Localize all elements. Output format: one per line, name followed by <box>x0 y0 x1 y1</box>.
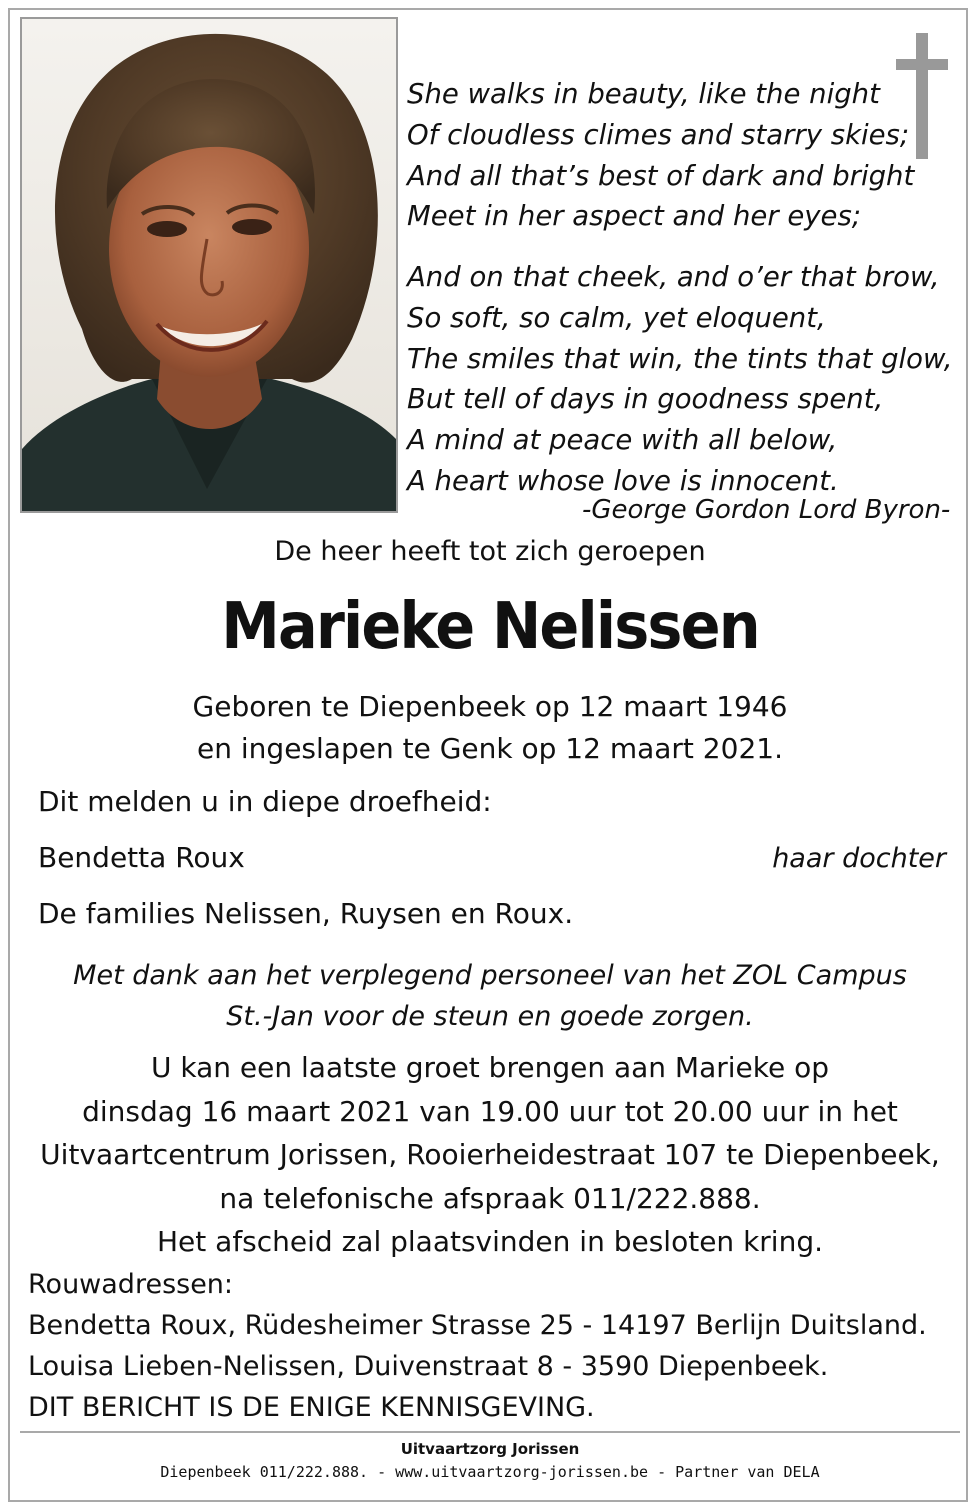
footer-company: Uitvaartzorg Jorissen <box>400 1440 580 1458</box>
closing-notice: DIT BERICHT IS DE ENIGE KENNISGEVING. <box>28 1392 595 1423</box>
poem-line: So soft, so calm, yet eloquent, <box>407 301 826 334</box>
death-line: en ingeslapen te Genk op 12 maart 2021. <box>197 732 783 765</box>
birth-line: Geboren te Diepenbeek op 12 maart 1946 <box>192 690 788 723</box>
poem-author: -George Gordon Lord Byron- <box>582 495 951 525</box>
poem-line: A heart whose love is innocent. <box>407 464 839 497</box>
mourner-relation: haar dochter <box>772 843 946 874</box>
poem-line: A mind at peace with all below, <box>407 424 838 457</box>
thanks-line: Met dank aan het verplegend personeel van het ZOL Campus <box>73 960 907 991</box>
visit-line: Uitvaartcentrum Jorissen, Rooierheidestraat 107 te Diepenbeek, <box>40 1138 940 1171</box>
poem-stanza-1 <box>407 74 914 237</box>
thanks-line: St.-Jan voor de steun en goede zorgen. <box>226 1001 754 1032</box>
visitation-info <box>0 1046 980 1264</box>
footer-divider <box>20 1431 960 1433</box>
visit-line: U kan een laatste groet brengen aan Marieke op <box>150 1051 830 1084</box>
visit-line: na telefonische afspraak 011/222.888. <box>219 1181 761 1215</box>
footer-info: Diepenbeek 011/222.888. - www.uitvaartzorg-jorissen.be - Partner van DELA <box>160 1463 820 1481</box>
poem-line: But tell of days in goodness spent, <box>407 383 884 416</box>
poem-stanza-2 <box>407 257 952 502</box>
poem-line: Meet in her aspect and her eyes; <box>407 200 862 233</box>
poem-line: Of cloudless climes and starry skies; <box>407 118 910 151</box>
portrait-photo <box>20 17 398 513</box>
thanks-text <box>0 955 980 1037</box>
address-line: Louisa Lieben-Nelissen, Duivenstraat 8 - 3590 Diepenbeek. <box>28 1351 829 1382</box>
mourner-name: Bendetta Roux <box>38 841 245 874</box>
deceased-name: Marieke Nelissen <box>221 590 759 664</box>
life-dates <box>0 686 980 770</box>
announce-text: Dit melden u in diepe droefheid: <box>38 785 492 818</box>
poem-line: The smiles that win, the tints that glow, <box>407 342 953 375</box>
families-text: De families Nelissen, Ruysen en Roux. <box>38 897 574 930</box>
poem-line: And all that’s best of dark and bright <box>407 159 915 192</box>
poem-line: She walks in beauty, like the night <box>407 78 880 110</box>
addresses-block <box>28 1264 927 1428</box>
portrait-illustration <box>22 19 396 511</box>
intro-text: De heer heeft tot zich geroepen <box>274 536 706 567</box>
address-line: Bendetta Roux, Rüdesheimer Strasse 25 - 14197 Berlijn Duitsland. <box>28 1310 927 1341</box>
poem-line: And on that cheek, and o’er that brow, <box>407 261 940 293</box>
addresses-label: Rouwadressen: <box>28 1269 234 1300</box>
visit-line: Het afscheid zal plaatsvinden in besloten kring. <box>157 1225 823 1258</box>
visit-line: dinsdag 16 maart 2021 van 19.00 uur tot 20.00 uur in het <box>82 1094 898 1128</box>
